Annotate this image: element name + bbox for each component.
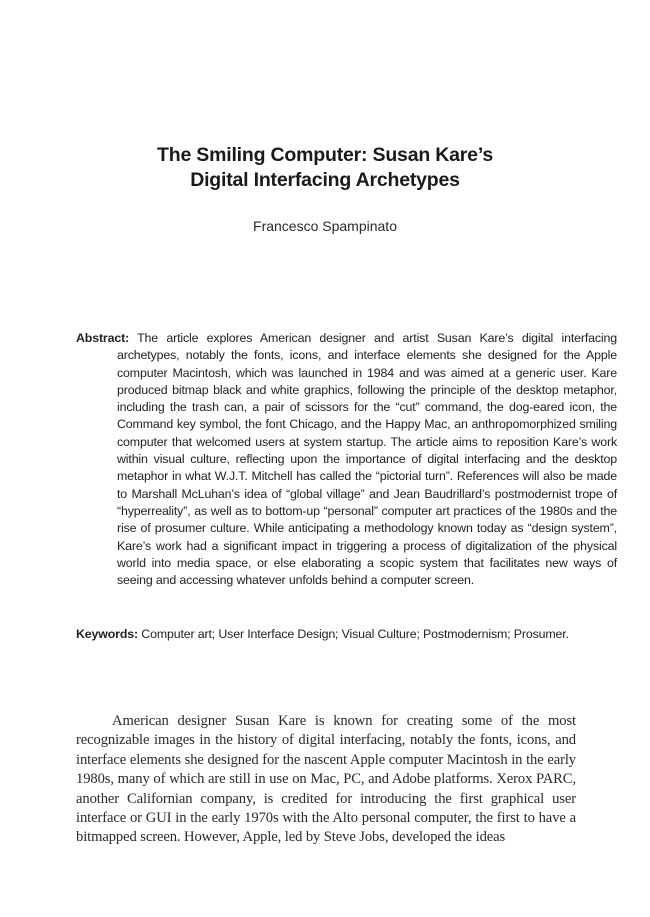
keywords-block xyxy=(76,626,576,643)
abstract-text: The article explores American designer and artist Susan Kare’s digital interfacing archetypes, notably the fonts, icons, and interface elements she designed for the Apple computer Macintosh, which was launched in 1984 and was aimed at a generic user. Kare produced bitmap black and white graphics, following the principle of the desktop metaphor, including the trash can, a pair of scissors for the “cut” command, the dog-eared icon, the Command key symbol, the font Chicago, and the Happy Mac, an anthropomorphized smiling computer that welcomed users at system startup. The article aims to reposition Kare’s work within visual culture, reflecting upon the importance of digital interfacing and the desktop metaphor in what W.J.T. Mitchell has called the “pictorial turn”. References will also be made to Marshall McLuhan’s idea of “global village” and Jean Baudrillard’s postmodernist trope of “hyperreality”, as well as to bottom-up “personal” computer art practices of the 1980s and the rise of prosumer culture. While anticipating a methodology known today as “design system”, Kare’s work had a significant impact in triggering a process of digitalization of the physical world into media space, or else elaborating a scopic system that facilitates new ways of seeing and accessing whatever unfolds behind a computer screen. xyxy=(117,331,617,588)
keywords-label: Keywords: xyxy=(76,627,138,641)
author-name: Francesco Spampinato xyxy=(253,218,397,234)
title-line-1: The Smiling Computer: Susan Kare’s xyxy=(157,144,493,166)
body-paragraph: American designer Susan Kare is known for creating some of the most recognizable images in the history of digital interfacing, notably the fonts, icons, and interface elements she designed for the nascent Apple computer Macintosh in the early 1980s, many of which are still in use on Mac, PC, and Adobe platforms. Xerox PARC, another Californian company, is credited for introducing the first graphical user interface or GUI in the early 1970s with the Alto personal computer, the first to have a bitmapped screen. However, Apple, led by Steve Jobs, developed the ideas xyxy=(76,713,576,846)
abstract-label: Abstract: xyxy=(76,331,130,345)
keywords-text: Computer art; User Interface Design; Visual Culture; Postmodernism; Prosumer. xyxy=(138,627,569,641)
paper-title xyxy=(0,143,650,193)
title-line-2: Digital Interfacing Archetypes xyxy=(190,169,460,191)
abstract-block xyxy=(76,330,617,589)
